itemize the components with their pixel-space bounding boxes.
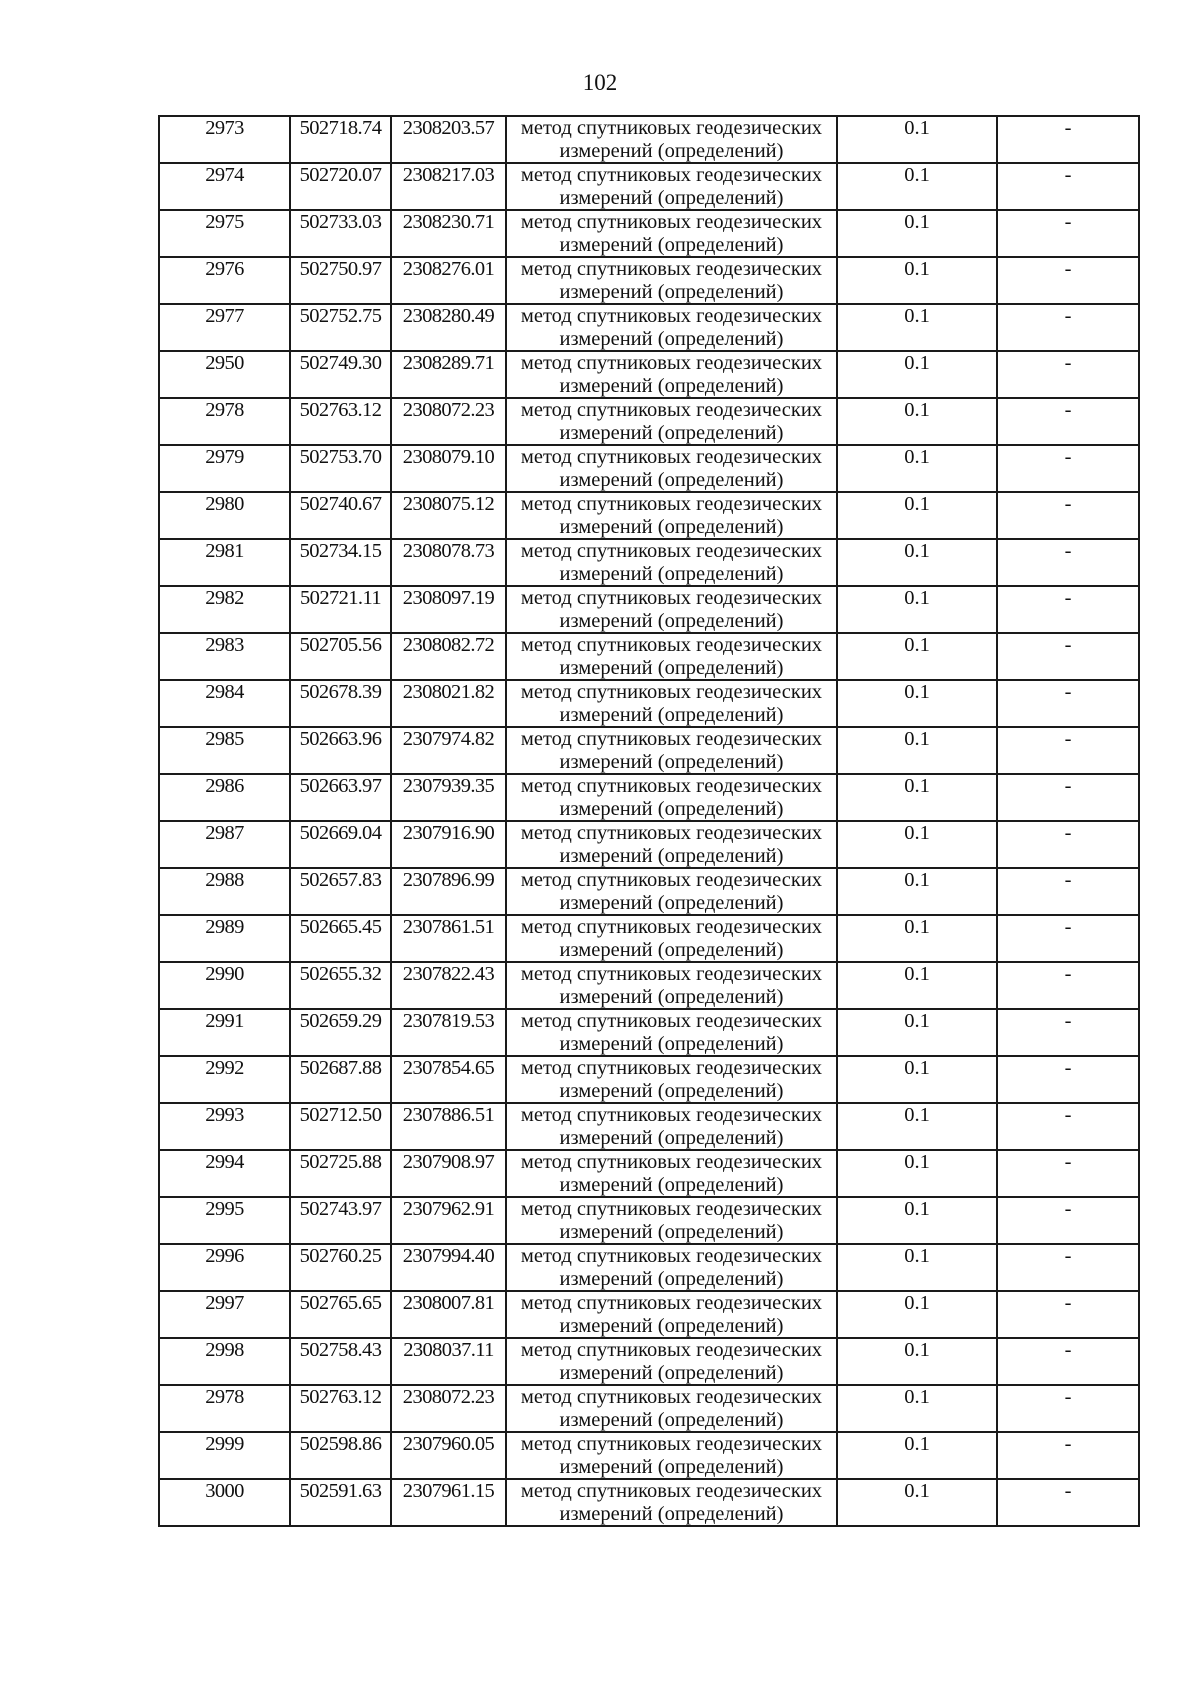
x-coordinate-cell: 502753.70 (290, 445, 391, 492)
point-number-cell: 2997 (159, 1291, 290, 1338)
method-line-2: измерений (определений) (559, 891, 784, 914)
table-row (159, 821, 1139, 868)
coordinates-table (158, 115, 1140, 1527)
x-coordinate-cell: 502669.04 (290, 821, 391, 868)
method-line-2: измерений (определений) (559, 374, 784, 397)
y-coordinate-cell: 2308037.11 (391, 1338, 506, 1385)
accuracy-cell: 0.1 (837, 821, 997, 868)
method-line-1: метод спутниковых геодезических (520, 540, 823, 562)
table-row (159, 116, 1139, 163)
x-coordinate-cell: 502712.50 (290, 1103, 391, 1150)
method-line-1: метод спутниковых геодезических (520, 1151, 823, 1173)
accuracy-cell: 0.1 (837, 163, 997, 210)
accuracy-cell: 0.1 (837, 257, 997, 304)
method-cell (506, 1291, 837, 1338)
accuracy-cell: 0.1 (837, 727, 997, 774)
point-number-cell: 2975 (159, 210, 290, 257)
point-number-cell: 2977 (159, 304, 290, 351)
x-coordinate-cell: 502663.96 (290, 727, 391, 774)
method-cell (506, 962, 837, 1009)
method-cell (506, 1009, 837, 1056)
table-row (159, 774, 1139, 821)
x-coordinate-cell: 502687.88 (290, 1056, 391, 1103)
point-number-cell: 2999 (159, 1432, 290, 1479)
accuracy-cell: 0.1 (837, 915, 997, 962)
accuracy-cell: 0.1 (837, 1291, 997, 1338)
point-number-cell: 2983 (159, 633, 290, 680)
method-line-1: метод спутниковых геодезических (520, 916, 823, 938)
method-cell (506, 1338, 837, 1385)
x-coordinate-cell: 502718.74 (290, 116, 391, 163)
x-coordinate-cell: 502765.65 (290, 1291, 391, 1338)
x-coordinate-cell: 502591.63 (290, 1479, 391, 1526)
method-line-1: метод спутниковых геодезических (520, 446, 823, 468)
note-cell: - (997, 915, 1139, 962)
method-line-1: метод спутниковых геодезических (520, 211, 823, 233)
point-number-cell: 2973 (159, 116, 290, 163)
note-cell: - (997, 351, 1139, 398)
point-number-cell: 2982 (159, 586, 290, 633)
note-cell: - (997, 1385, 1139, 1432)
note-cell: - (997, 210, 1139, 257)
page-number: 102 (582, 70, 618, 95)
accuracy-cell: 0.1 (837, 1056, 997, 1103)
method-line-1: метод спутниковых геодезических (520, 1010, 823, 1032)
table-row (159, 1103, 1139, 1150)
note-cell: - (997, 680, 1139, 727)
note-cell: - (997, 1009, 1139, 1056)
method-line-1: метод спутниковых геодезических (520, 493, 823, 515)
method-line-2: измерений (определений) (559, 656, 784, 679)
x-coordinate-cell: 502752.75 (290, 304, 391, 351)
accuracy-cell: 0.1 (837, 116, 997, 163)
note-cell: - (997, 1103, 1139, 1150)
method-line-1: метод спутниковых геодезических (520, 1292, 823, 1314)
method-line-2: измерений (определений) (559, 844, 784, 867)
method-line-2: измерений (определений) (559, 186, 784, 209)
accuracy-cell: 0.1 (837, 398, 997, 445)
y-coordinate-cell: 2308276.01 (391, 257, 506, 304)
method-line-1: метод спутниковых геодезических (520, 963, 823, 985)
table-row (159, 868, 1139, 915)
note-cell: - (997, 257, 1139, 304)
y-coordinate-cell: 2308280.49 (391, 304, 506, 351)
point-number-cell: 2995 (159, 1197, 290, 1244)
y-coordinate-cell: 2307854.65 (391, 1056, 506, 1103)
method-cell (506, 1056, 837, 1103)
table-row (159, 398, 1139, 445)
point-number-cell: 2976 (159, 257, 290, 304)
y-coordinate-cell: 2307961.15 (391, 1479, 506, 1526)
x-coordinate-cell: 502734.15 (290, 539, 391, 586)
table-row (159, 351, 1139, 398)
note-cell: - (997, 962, 1139, 1009)
accuracy-cell: 0.1 (837, 586, 997, 633)
accuracy-cell: 0.1 (837, 492, 997, 539)
table-row (159, 163, 1139, 210)
point-number-cell: 2993 (159, 1103, 290, 1150)
table-row (159, 680, 1139, 727)
table-row (159, 1385, 1139, 1432)
accuracy-cell: 0.1 (837, 1432, 997, 1479)
table-row (159, 1009, 1139, 1056)
method-line-2: измерений (определений) (559, 1455, 784, 1478)
note-cell: - (997, 1056, 1139, 1103)
x-coordinate-cell: 502721.11 (290, 586, 391, 633)
accuracy-cell: 0.1 (837, 210, 997, 257)
table-row (159, 1244, 1139, 1291)
accuracy-cell: 0.1 (837, 445, 997, 492)
method-cell (506, 116, 837, 163)
note-cell: - (997, 492, 1139, 539)
table-row (159, 633, 1139, 680)
method-line-1: метод спутниковых геодезических (520, 305, 823, 327)
method-line-2: измерений (определений) (559, 562, 784, 585)
x-coordinate-cell: 502763.12 (290, 398, 391, 445)
table-row (159, 1338, 1139, 1385)
point-number-cell: 3000 (159, 1479, 290, 1526)
note-cell: - (997, 1338, 1139, 1385)
point-number-cell: 2994 (159, 1150, 290, 1197)
method-line-2: измерений (определений) (559, 233, 784, 256)
method-cell (506, 304, 837, 351)
table-row (159, 445, 1139, 492)
method-line-2: измерений (определений) (559, 1126, 784, 1149)
x-coordinate-cell: 502725.88 (290, 1150, 391, 1197)
method-cell (506, 633, 837, 680)
method-line-1: метод спутниковых геодезических (520, 399, 823, 421)
point-number-cell: 2980 (159, 492, 290, 539)
table-row (159, 915, 1139, 962)
method-line-2: измерений (определений) (559, 1502, 784, 1525)
method-cell (506, 398, 837, 445)
x-coordinate-cell: 502678.39 (290, 680, 391, 727)
accuracy-cell: 0.1 (837, 680, 997, 727)
accuracy-cell: 0.1 (837, 1150, 997, 1197)
method-line-1: метод спутниковых геодезических (520, 1386, 823, 1408)
method-line-2: измерений (определений) (559, 1267, 784, 1290)
table-row (159, 586, 1139, 633)
point-number-cell: 2996 (159, 1244, 290, 1291)
table-row (159, 210, 1139, 257)
method-line-2: измерений (определений) (559, 938, 784, 961)
y-coordinate-cell: 2307819.53 (391, 1009, 506, 1056)
y-coordinate-cell: 2307861.51 (391, 915, 506, 962)
method-cell (506, 539, 837, 586)
point-number-cell: 2986 (159, 774, 290, 821)
point-number-cell: 2987 (159, 821, 290, 868)
method-line-1: метод спутниковых геодезических (520, 587, 823, 609)
point-number-cell: 2950 (159, 351, 290, 398)
y-coordinate-cell: 2307939.35 (391, 774, 506, 821)
accuracy-cell: 0.1 (837, 539, 997, 586)
method-line-1: метод спутниковых геодезических (520, 117, 823, 139)
method-line-2: измерений (определений) (559, 1079, 784, 1102)
x-coordinate-cell: 502763.12 (290, 1385, 391, 1432)
table-row (159, 304, 1139, 351)
method-cell (506, 445, 837, 492)
method-line-1: метод спутниковых геодезических (520, 1057, 823, 1079)
accuracy-cell: 0.1 (837, 1385, 997, 1432)
x-coordinate-cell: 502740.67 (290, 492, 391, 539)
method-cell (506, 351, 837, 398)
method-line-2: измерений (определений) (559, 1220, 784, 1243)
y-coordinate-cell: 2307886.51 (391, 1103, 506, 1150)
y-coordinate-cell: 2308097.19 (391, 586, 506, 633)
accuracy-cell: 0.1 (837, 633, 997, 680)
method-line-1: метод спутниковых геодезических (520, 634, 823, 656)
method-line-2: измерений (определений) (559, 1032, 784, 1055)
accuracy-cell: 0.1 (837, 1244, 997, 1291)
method-line-1: метод спутниковых геодезических (520, 1198, 823, 1220)
y-coordinate-cell: 2307962.91 (391, 1197, 506, 1244)
method-line-2: измерений (определений) (559, 280, 784, 303)
method-cell (506, 868, 837, 915)
y-coordinate-cell: 2308021.82 (391, 680, 506, 727)
point-number-cell: 2992 (159, 1056, 290, 1103)
accuracy-cell: 0.1 (837, 1103, 997, 1150)
y-coordinate-cell: 2308082.72 (391, 633, 506, 680)
note-cell: - (997, 633, 1139, 680)
method-line-1: метод спутниковых геодезических (520, 258, 823, 280)
note-cell: - (997, 821, 1139, 868)
x-coordinate-cell: 502720.07 (290, 163, 391, 210)
method-line-2: измерений (определений) (559, 421, 784, 444)
method-cell (506, 915, 837, 962)
method-line-1: метод спутниковых геодезических (520, 352, 823, 374)
point-number-cell: 2991 (159, 1009, 290, 1056)
table-row (159, 1150, 1139, 1197)
table-row (159, 962, 1139, 1009)
method-cell (506, 821, 837, 868)
note-cell: - (997, 1432, 1139, 1479)
y-coordinate-cell: 2308075.12 (391, 492, 506, 539)
note-cell: - (997, 539, 1139, 586)
y-coordinate-cell: 2307822.43 (391, 962, 506, 1009)
accuracy-cell: 0.1 (837, 1197, 997, 1244)
y-coordinate-cell: 2308203.57 (391, 116, 506, 163)
x-coordinate-cell: 502705.56 (290, 633, 391, 680)
x-coordinate-cell: 502743.97 (290, 1197, 391, 1244)
method-line-1: метод спутниковых геодезических (520, 1433, 823, 1455)
method-cell (506, 257, 837, 304)
x-coordinate-cell: 502749.30 (290, 351, 391, 398)
method-line-2: измерений (определений) (559, 139, 784, 162)
note-cell: - (997, 304, 1139, 351)
note-cell: - (997, 868, 1139, 915)
table-row (159, 492, 1139, 539)
accuracy-cell: 0.1 (837, 774, 997, 821)
table-row (159, 1479, 1139, 1526)
table-row (159, 1432, 1139, 1479)
accuracy-cell: 0.1 (837, 1009, 997, 1056)
method-cell (506, 210, 837, 257)
method-line-2: измерений (определений) (559, 797, 784, 820)
table-row (159, 1291, 1139, 1338)
x-coordinate-cell: 502598.86 (290, 1432, 391, 1479)
point-number-cell: 2985 (159, 727, 290, 774)
accuracy-cell: 0.1 (837, 868, 997, 915)
note-cell: - (997, 1197, 1139, 1244)
y-coordinate-cell: 2308072.23 (391, 1385, 506, 1432)
method-line-2: измерений (определений) (559, 327, 784, 350)
accuracy-cell: 0.1 (837, 1338, 997, 1385)
point-number-cell: 2981 (159, 539, 290, 586)
x-coordinate-cell: 502659.29 (290, 1009, 391, 1056)
note-cell: - (997, 1291, 1139, 1338)
method-cell (506, 1479, 837, 1526)
method-line-1: метод спутниковых геодезических (520, 681, 823, 703)
y-coordinate-cell: 2308007.81 (391, 1291, 506, 1338)
x-coordinate-cell: 502663.97 (290, 774, 391, 821)
note-cell: - (997, 727, 1139, 774)
method-cell (506, 586, 837, 633)
method-line-1: метод спутниковых геодезических (520, 822, 823, 844)
accuracy-cell: 0.1 (837, 304, 997, 351)
method-cell (506, 1150, 837, 1197)
x-coordinate-cell: 502750.97 (290, 257, 391, 304)
method-line-2: измерений (определений) (559, 1408, 784, 1431)
note-cell: - (997, 116, 1139, 163)
method-cell (506, 1385, 837, 1432)
point-number-cell: 2988 (159, 868, 290, 915)
y-coordinate-cell: 2307916.90 (391, 821, 506, 868)
note-cell: - (997, 163, 1139, 210)
accuracy-cell: 0.1 (837, 962, 997, 1009)
table-body (159, 116, 1139, 1526)
method-cell (506, 774, 837, 821)
point-number-cell: 2979 (159, 445, 290, 492)
method-cell (506, 1103, 837, 1150)
point-number-cell: 2974 (159, 163, 290, 210)
method-cell (506, 1197, 837, 1244)
table-row (159, 257, 1139, 304)
y-coordinate-cell: 2307974.82 (391, 727, 506, 774)
method-line-2: измерений (определений) (559, 1314, 784, 1337)
y-coordinate-cell: 2308230.71 (391, 210, 506, 257)
note-cell: - (997, 1150, 1139, 1197)
method-line-1: метод спутниковых геодезических (520, 728, 823, 750)
method-line-2: измерений (определений) (559, 985, 784, 1008)
point-number-cell: 2978 (159, 1385, 290, 1432)
note-cell: - (997, 774, 1139, 821)
method-line-2: измерений (определений) (559, 1361, 784, 1384)
y-coordinate-cell: 2307896.99 (391, 868, 506, 915)
accuracy-cell: 0.1 (837, 1479, 997, 1526)
method-line-1: метод спутниковых геодезических (520, 775, 823, 797)
note-cell: - (997, 1244, 1139, 1291)
x-coordinate-cell: 502665.45 (290, 915, 391, 962)
method-line-2: измерений (определений) (559, 750, 784, 773)
method-line-1: метод спутниковых геодезических (520, 164, 823, 186)
method-line-2: измерений (определений) (559, 1173, 784, 1196)
y-coordinate-cell: 2307908.97 (391, 1150, 506, 1197)
point-number-cell: 2989 (159, 915, 290, 962)
point-number-cell: 2990 (159, 962, 290, 1009)
y-coordinate-cell: 2308079.10 (391, 445, 506, 492)
x-coordinate-cell: 502760.25 (290, 1244, 391, 1291)
method-line-1: метод спутниковых геодезических (520, 1339, 823, 1361)
method-line-1: метод спутниковых геодезических (520, 1245, 823, 1267)
y-coordinate-cell: 2308072.23 (391, 398, 506, 445)
y-coordinate-cell: 2308289.71 (391, 351, 506, 398)
table-row (159, 1197, 1139, 1244)
table-row (159, 1056, 1139, 1103)
method-line-2: измерений (определений) (559, 515, 784, 538)
method-cell (506, 1244, 837, 1291)
method-cell (506, 163, 837, 210)
table-row (159, 539, 1139, 586)
note-cell: - (997, 445, 1139, 492)
x-coordinate-cell: 502657.83 (290, 868, 391, 915)
y-coordinate-cell: 2307994.40 (391, 1244, 506, 1291)
accuracy-cell: 0.1 (837, 351, 997, 398)
x-coordinate-cell: 502655.32 (290, 962, 391, 1009)
point-number-cell: 2978 (159, 398, 290, 445)
method-cell (506, 492, 837, 539)
point-number-cell: 2984 (159, 680, 290, 727)
method-cell (506, 680, 837, 727)
y-coordinate-cell: 2307960.05 (391, 1432, 506, 1479)
method-line-2: измерений (определений) (559, 609, 784, 632)
point-number-cell: 2998 (159, 1338, 290, 1385)
note-cell: - (997, 398, 1139, 445)
method-line-1: метод спутниковых геодезических (520, 1104, 823, 1126)
note-cell: - (997, 586, 1139, 633)
note-cell: - (997, 1479, 1139, 1526)
y-coordinate-cell: 2308078.73 (391, 539, 506, 586)
method-line-1: метод спутниковых геодезических (520, 869, 823, 891)
method-cell (506, 1432, 837, 1479)
x-coordinate-cell: 502733.03 (290, 210, 391, 257)
table-row (159, 727, 1139, 774)
x-coordinate-cell: 502758.43 (290, 1338, 391, 1385)
y-coordinate-cell: 2308217.03 (391, 163, 506, 210)
method-line-1: метод спутниковых геодезических (520, 1480, 823, 1502)
method-cell (506, 727, 837, 774)
method-line-2: измерений (определений) (559, 703, 784, 726)
method-line-2: измерений (определений) (559, 468, 784, 491)
